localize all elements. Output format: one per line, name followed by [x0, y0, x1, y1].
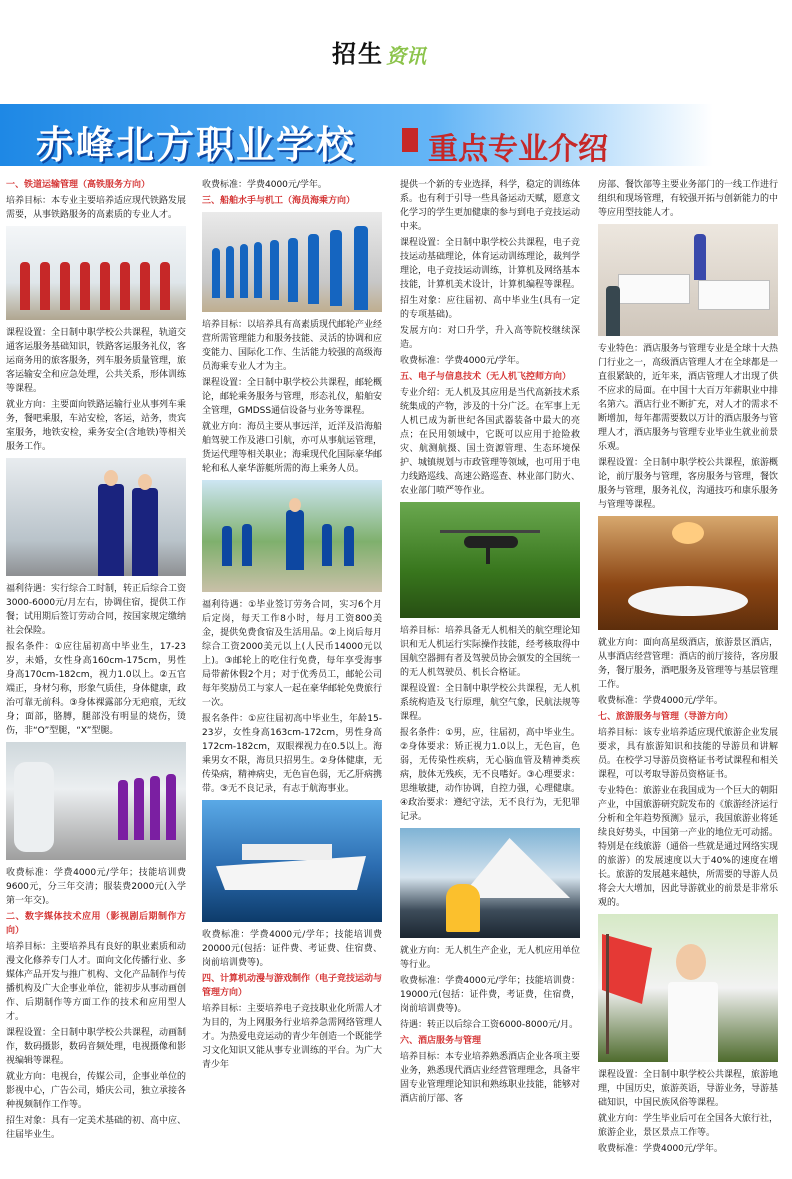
paragraph: 收费标准：学费4000元/学年。 [598, 1144, 723, 1154]
paragraph: 培养目标：该专业培养适应现代旅游企业发展要求，具有旅游知识和技能的导游员和讲解员。在校学习导游员资格证书考试课程和相关课程，可以考取导游员资格证书。 [598, 728, 778, 780]
banquet-hall-photo [598, 516, 778, 630]
cruise-ship-photo [202, 800, 382, 922]
section-title: 六、酒店服务与管理 [400, 1036, 482, 1046]
banner-accent-bar [402, 128, 418, 152]
section-title: 三、船舶水手与机工（海员海乘方向） [202, 196, 356, 206]
paragraph: 课程设置：全日制中职学校公共课程，旅游概论，前厅服务与管理，客房服务与管理，餐饮服务与管理，服务礼仪，沟通技巧和康乐服务与管理等课程。 [598, 458, 778, 510]
section-title: 二、数字媒体技术应用（影视剧后期制作方向） [6, 912, 186, 936]
hotel-room-photo [598, 224, 778, 336]
paragraph: 待遇：转正以后综合工资6000-8000元/月。 [400, 1020, 579, 1030]
paragraph: 就业方向：学生毕业后可在全国各大旅行社，旅游企业，景区景点工作等。 [598, 1114, 778, 1138]
marching-cadets-photo [202, 480, 382, 592]
paragraph: 课程设置：全日制中职学校公共课程，动画制作，数码摄影，数码音频处理，电视摄像和影视编辑等课程。 [6, 1028, 186, 1066]
mountain-operator-photo [400, 828, 580, 938]
paragraph: 就业方向：无人机生产企业，无人机应用单位等行业。 [400, 946, 580, 970]
paragraph: 培养目标：以培养具有高素质现代邮轮产业经营所需管理能力和服务技能、灵活的协调和应变能力、国际化工作、生活能力较强的高级海员海乘专业人才为主。 [202, 320, 382, 372]
section-title: 五、电子与信息技术（无人机飞控师方向） [400, 372, 572, 382]
paragraph: 收费标准：学费4000元/学年；技能培训费9600元，分三年交清；服装费2000元(入学第一年交)。 [6, 868, 186, 906]
section-title: 一、铁道运输管理（高铁服务方向） [6, 180, 151, 190]
section-title: 四、计算机动漫与游戏制作（电子竞技运动与管理方向） [202, 974, 382, 998]
paragraph: 培养目标：主要培养电子竞技职业化所需人才为目的，为上网服务行业培养急需网络管理人才。为热爱电竞运动的青少年创造一个既能学习文化知识又能从事专业训练的平台。为广大青少年 [202, 1004, 382, 1070]
column-1 [6, 178, 186, 1174]
column-3 [400, 178, 580, 1174]
train-cabin-photo [6, 458, 186, 576]
crew-lineup-photo [202, 212, 382, 312]
platform-photo [6, 742, 186, 860]
column-4 [598, 178, 778, 1174]
drone-field-photo [400, 502, 580, 618]
paragraph: 培养目标：本专业培养熟悉酒店企业各项主要业务，熟悉现代酒店业经营管理理念，具备牢固专业管理理论知识和熟练职业技能，能够对酒店前厅部、客 [400, 1052, 580, 1104]
paragraph: 专业特色：旅游业在我国成为一个巨大的朝阳产业，中国旅游研究院发布的《旅游经济运行分析和全年趋势预测》显示，我国旅游业将延续良好势头，中国第一产业的地位无可动摇。特别是在线旅游（通俗一些就是通过网络实现的旅游）的发展速度以大于40%的速度在增长。旅游的发展越来越快，所需要的导游人员将会大大增加，因此导游就业的前景是非常乐观的。 [598, 786, 778, 908]
paragraph: 提供一个新的专业选择，科学，稳定的训练体系。也有利于引导一些具备运动天赋，愿意文化学习的学生更加健康的参与到电子竞技运动中来。 [400, 180, 580, 232]
paragraph: 发展方向：对口升学，升入高等院校继续深造。 [400, 326, 580, 350]
header-subtitle: 资讯 [386, 44, 426, 68]
paragraph: 收费标准：学费4000元/学年；技能培训费：19000元(包括：证件费，考证费，住宿费，岗前培训费等)。 [400, 976, 580, 1014]
paragraph: 报名条件：①应往届初高中毕业生，年龄15-23岁，女性身高163cm-172cm，男性身高172cm-182cm，双眼裸视力在0.5以上。海乘男女不限，海员只招男生。②身体健康，无传染病，精神病史，无色盲色弱，无乙肝病携带。③无不良记录，有志于航海事业。 [202, 714, 382, 794]
paragraph: 课程设置：全日制中职学校公共课程，旅游地理，中国历史，旅游英语，导游业务，导游基础知识，中国民族风俗等课程。 [598, 1070, 778, 1108]
tour-guide-flag-photo [598, 914, 778, 1062]
paragraph: 报名条件：①应往届初高中毕业生，17-23岁，未婚，女性身高160cm-175cm，男性身高170cm-182cm，视力1.0以上。②五官端正，身材匀称，形象气质佳，身体健康，政治可靠无前科。③身体裸露部分无疤痕，无纹身；面部，胳膊，腿部没有明显的烧伤，烫伤，非“O”型腿，“X”型腿。 [6, 642, 186, 736]
paragraph: 培养目标：培养具备无人机相关的航空理论知识和无人机运行实际操作技能，经考核取得中国航空器拥有者及驾驶员协会颁发的全国统一的无人机驾驶员、机长合格证。 [400, 626, 580, 678]
paragraph: 就业方向：电视台，传媒公司，企事业单位的影视中心，广告公司，婚庆公司，独立承接各种视频制作工作等。 [6, 1072, 186, 1110]
paragraph: 课程设置：全日制中职学校公共课程，邮轮概论，邮轮乘务服务与管理，形态礼仪，船舶安全管理，GMDSS通信设备与业务等课程。 [202, 378, 382, 416]
header-title: 招生 [332, 40, 384, 68]
paragraph: 招生对象：应往届初、高中毕业生(具有一定的专项基础)。 [400, 296, 580, 320]
paragraph: 就业方向：主要面向铁路运输行业从事列车乘务，餐吧乘服，车站安检，客运，站务，贵宾室服务，地铁安检，乘务安全(含地铁)等相关服务工作。 [6, 400, 186, 452]
paragraph: 课程设置：全日制中职学校公共课程，电子竞技运动基础理论，体育运动训练理论，裁判学理论，电子竞技运动训练，计算机及网络基本技能，计算机美术设计，计算机编程等课程。 [400, 238, 580, 290]
paragraph: 收费标准：学费4000元/学年。 [400, 356, 525, 366]
paragraph: 收费标准：学费4000元/学年。 [202, 180, 327, 190]
paragraph: 就业方向：海员主要从事远洋，近洋及沿海船舶驾驶工作及港口引航，亦可从事航运管理，货运代理等相关职业；海乘现代化国际豪华邮轮和私人豪华游艇所需的海上乘务人员。 [202, 422, 382, 474]
paragraph: 收费标准：学费4000元/学年；技能培训费20000元(包括：证件费、考证费、住宿费、岗前培训费等)。 [202, 930, 382, 968]
paragraph: 报名条件：①男，应，往届初，高中毕业生。②身体要求：矫正视力1.0以上，无色盲，色弱，无传染性疾病，无心脑血管及精神类疾病，肢体无残疾，无不良嗜好。③心理要求：思维敏捷，动作协调，自控力强，心理健康。④政治要求：遵纪守法，无不良行为，无犯罪记录。 [400, 728, 580, 822]
section-title: 七、旅游服务与管理（导游方向） [598, 712, 734, 722]
school-name: 赤峰北方职业学校 [36, 123, 357, 167]
paragraph: 专业特色：酒店服务与管理专业是全球十大热门行业之一，高级酒店管理人才在全球都是一直很紧缺的，近年来，酒店管理人才出现了供不应求的局面。在中国十大百万年薪职业中排名第六。酒店行业不断扩充，对人才的需求不断增加，每年都需要数以万计的酒店服务与管理人才，酒店服务与管理专业毕业生就业前景乐观。 [598, 344, 778, 452]
paragraph: 专业介绍：无人机及其应用是当代高新技术系统集成的产物，涉及的十分广泛。在军事上无人机已成为新世纪各国武器装备中最大的亮点；在民用领域中，它既可以应用于抢险救灾、航测航摄、国土资源管理、生态环境保护、城镇规划与市政管理等领域，也可用于电力线路巡线、高速公路巡查、林业部门防火、农业部门喷严等作业。 [400, 388, 580, 496]
rail-staff-photo [6, 226, 186, 320]
paragraph: 收费标准：学费4000元/学年。 [598, 696, 723, 706]
paragraph: 福利待遇：①毕业签订劳务合同，实习6个月后定岗，每天工作8小时，每月工资800美金，提供免费食宿及生活用品。②上岗后每月综合工资2000美元以上(人民币14000元以上)。③邮轮上的吃住行免费，每年享受海事局带薪休假2个月；对于优秀员工，邮轮公司每年奖励员工与家人一起在豪华邮轮免费旅行一次。 [202, 600, 382, 708]
paragraph: 课程设置：全日制中职学校公共课程，无人机系统构造及飞行原理，航空气象，民航法规等课程。 [400, 684, 580, 722]
paragraph: 房部、餐饮部等主要业务部门的一线工作进行组织和现场管理，有较强开拓与创新能力的中等应用型技能人才。 [598, 180, 778, 218]
paragraph: 课程设置：全日制中职学校公共课程，轨道交通客运服务基础知识，铁路客运服务礼仪，客运商务用的旅客服务，列车服务质量管理，旅客运输安全和应急处理，公共关系，形体训练等课程。 [6, 328, 186, 394]
paragraph: 就业方向：面向高星级酒店，旅游景区酒店，从事酒店经营管理：酒店的前厅接待，客房服务，餐厅服务，酒吧服务及管理等与基层管理工作。 [598, 638, 778, 690]
banner-subtitle: 重点专业介绍 [428, 132, 608, 167]
paragraph: 福利待遇：实行综合工时制，转正后综合工资3000-6000元/月左右，协调住宿，提供工作餐；试用期后签订劳动合同，按国家规定缴纳社会保险。 [6, 584, 186, 636]
paragraph: 招生对象：具有一定美术基础的初、高中应、往届毕业生。 [6, 1116, 186, 1140]
column-2 [202, 178, 382, 1174]
paragraph: 培养目标：主要培养具有良好的职业素质和动漫文化修养专门人才。面向文化传播行业、多媒体产品开发与推广机构、文化产品制作与传播机构及广大企事业单位，能初步从事动画创作、后期制作等方面工作的技术和应用型人才。 [6, 942, 186, 1022]
paragraph: 培养目标：本专业主要培养适应现代铁路发展需要，从事铁路服务的高素质的专业人才。 [6, 196, 186, 220]
